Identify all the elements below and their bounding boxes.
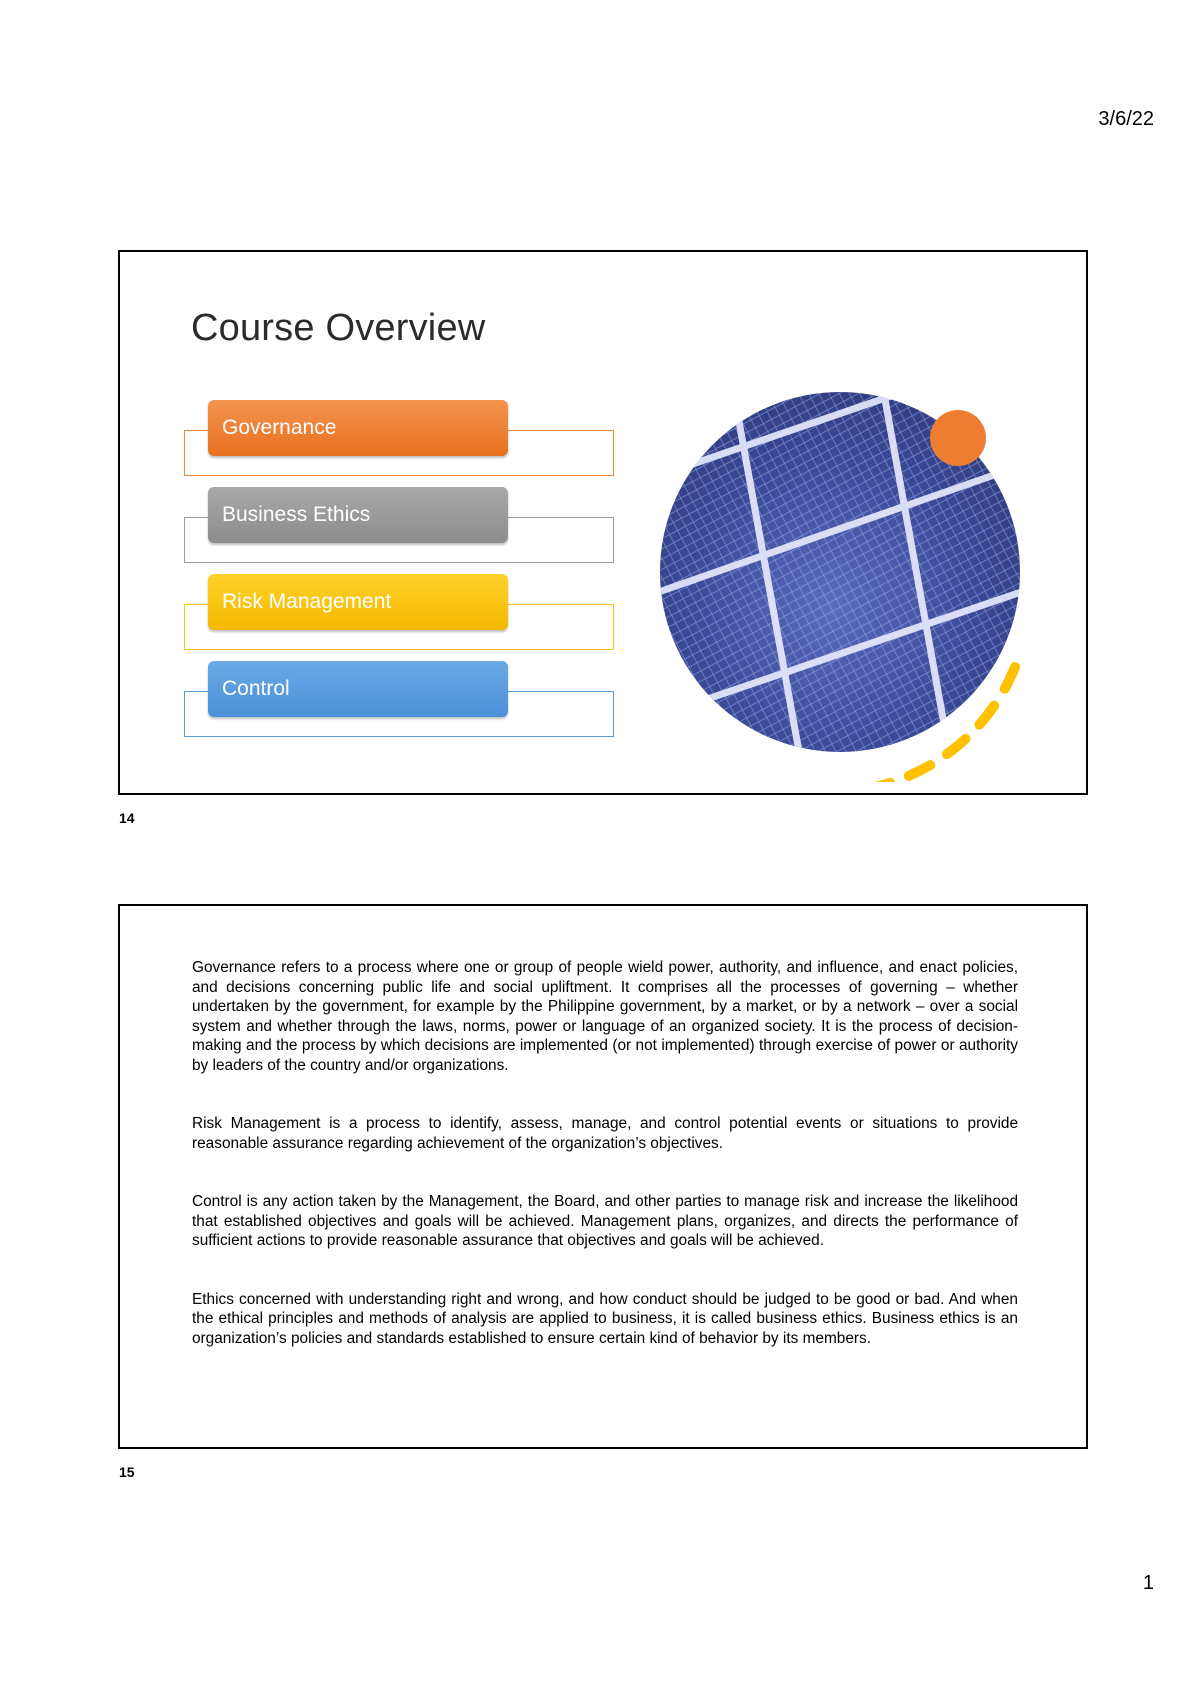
governance-item: Governance (208, 400, 508, 456)
solar-panel-image (660, 392, 1040, 782)
page-number: 1 (1142, 1572, 1154, 1594)
risk-management-item: Risk Management (208, 574, 508, 630)
governance-definition: Governance refers to a process where one or group of people wield power, authority, and influence, and enact policies, and decisions concerning public life and social upliftment. It comprises all the processes of governing – whether undertaken by the government, for example by the Philippine government, by a market, or by a network – over a social system and whether through the laws, norms, power or language of an organized society. It is the process of decision-making and the process by which decisions are implemented (or not implemented) through exercise of power or authority by leaders of the country and/or organizations. (192, 959, 1018, 1074)
slide-number-15: 15 (119, 1464, 135, 1480)
slide-number-14: 14 (119, 810, 135, 826)
risk-management-definition: Risk Management is a process to identify, assess, manage, and control potential events or situations to provide reasonable assurance regarding achievement of the organization’s objectives. (192, 1115, 1018, 1152)
ethics-definition: Ethics concerned with understanding right and wrong, and how conduct should be judged to be good or bad. And when the ethical principles and methods of analysis are applied to business, it is called business ethics. Business ethics is an organization’s policies and standards established to ensure certain kind of behavior by its members. (192, 1290, 1018, 1347)
definitions-text (192, 958, 1018, 1387)
slide-14 (118, 250, 1088, 795)
control-definition: Control is any action taken by the Management, the Board, and other parties to manage risk and increase the likelihood that established objectives and goals will be achieved. Management plans, organizes, and directs the performance of sufficient actions to provide reasonable assurance that objectives and goals will be achieved. (192, 1193, 1018, 1249)
slide-title: Course Overview (191, 307, 486, 349)
header-date: 3/6/22 (1098, 108, 1154, 130)
slide-15 (118, 904, 1088, 1449)
orange-dot (930, 410, 986, 466)
business-ethics-item: Business Ethics (208, 487, 508, 543)
control-item: Control (208, 661, 508, 717)
